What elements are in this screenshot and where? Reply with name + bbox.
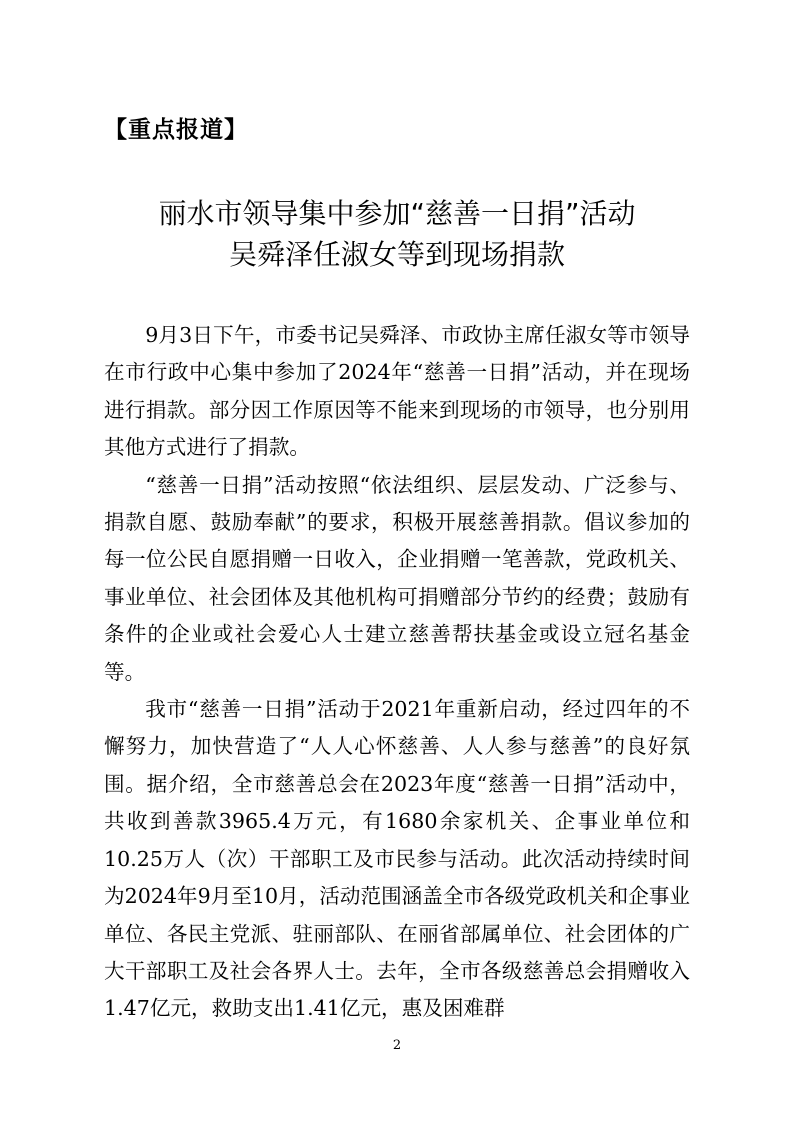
paragraph-2: “慈善一日捐”活动按照“依法组织、层层发动、广泛参与、捐款自愿、鼓励奉献”的要求，积极开展慈善捐款。倡议参加的每一位公民自愿捐赠一日收入，企业捐赠一笔善款，党政机关、事业单位、社会团体及其他机构可捐赠部分节约的经费；鼓励有条件的企业或社会爱心人士建立慈善帮扶基金或设立冠名基金等。	[104, 472, 690, 684]
headline-line-1: 丽水市领导集中参加“慈善一日捐”活动	[158, 197, 636, 230]
article-body	[104, 317, 690, 1028]
paragraph-3: 我市“慈善一日捐”活动于2021年重新启动，经过四年的不懈努力，加快营造了“人人心怀慈善、人人参与慈善”的良好氛围。据介绍，全市慈善总会在2023年度“慈善一日捐”活动中，共收到善款3965.4万元，有1680余家机关、企事业单位和10.25万人（次）干部职工及市民参与活动。此次活动持续时间为2024年9月至10月，活动范围涵盖全市各级党政机关和企事业单位、各民主党派、驻丽部队、在丽省部属单位、社会团体的广大干部职工及社会各界人士。去年，全市各级慈善总会捐赠收入1.47亿元，救助支出1.41亿元，惠及困难群	[104, 697, 690, 1021]
page-number: 2	[392, 1038, 402, 1053]
paragraph-1: 9月3日下午，市委书记吴舜泽、市政协主席任淑女等市领导在市行政中心集中参加了2024年“慈善一日捐”活动，并在现场进行捐款。部分因工作原因等不能来到现场的市领导，也分别用其他方式进行了捐款。	[104, 323, 690, 460]
section-tag: 【重点报道】	[104, 117, 248, 143]
headline-line-2: 吴舜泽任淑女等到现场捐款	[228, 238, 565, 271]
